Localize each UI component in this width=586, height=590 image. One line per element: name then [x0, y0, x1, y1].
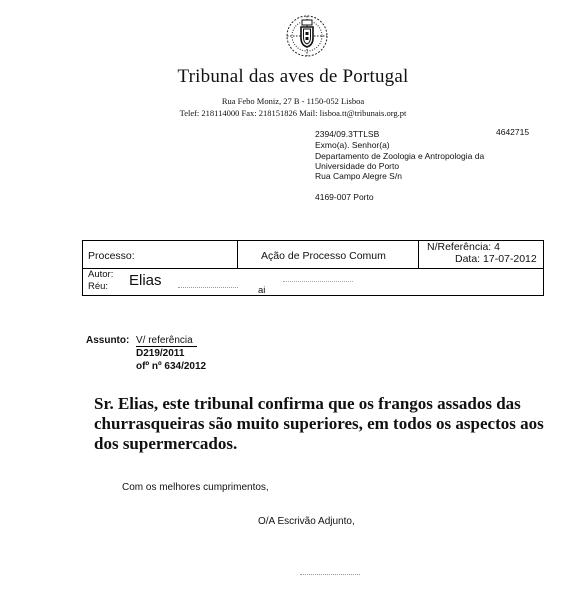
assunto-line-3: ofº nº 634/2012: [136, 361, 207, 372]
date-label: Data: 17-07-2012: [455, 253, 537, 265]
court-address: Rua Febo Moniz, 27 B - 1150-052 Lisboa: [221, 96, 365, 106]
recipient-line-3: Universidade do Porto: [315, 161, 400, 171]
processo-label: Processo:: [88, 250, 135, 262]
reference-code: 2394/09.3TTLSB: [315, 129, 380, 139]
coat-of-arms-icon: [281, 12, 333, 60]
assunto-line-2: D219/2011: [136, 348, 185, 359]
reference-number: 4642715: [496, 127, 530, 137]
reu-label: Réu:: [88, 281, 109, 292]
process-type: Ação de Processo Comum: [261, 250, 386, 262]
redacted-text-mark: [283, 281, 353, 282]
autor-label: Autor:: [88, 269, 114, 280]
assunto-value: V/ referência: [136, 335, 197, 347]
recipient-postal: 4169-007 Porto: [315, 192, 374, 202]
process-table: [82, 240, 544, 296]
recipient-line-1: Exmo(a). Senhor(a): [315, 140, 390, 150]
reu-partial: ai: [258, 285, 266, 296]
court-contacts: Telef: 218114000 Fax: 218151826 Mail: lisboa.tt@tribunais.org.pt: [179, 108, 407, 118]
redacted-text-mark: [178, 287, 238, 288]
court-title: Tribunal das aves de Portugal: [177, 66, 409, 87]
signature-mark: [300, 574, 360, 575]
main-message: Sr. Elias, este tribunal confirma que os frangos assados das churrasqueiras são muito superiores, em todos os aspectos aos dos supermercados.: [94, 394, 544, 453]
closing-salutation: Com os melhores cumprimentos,: [122, 482, 269, 493]
assunto-label: Assunto:: [86, 335, 130, 346]
autor-name: Elias: [129, 272, 162, 289]
recipient-line-4: Rua Campo Alegre S/n: [315, 171, 402, 181]
recipient-line-2: Departamento de Zoologia e Antropologia da: [315, 151, 485, 161]
nref-label: N/Referência: 4: [427, 241, 500, 253]
signature-title: O/A Escrivão Adjunto,: [258, 516, 355, 527]
